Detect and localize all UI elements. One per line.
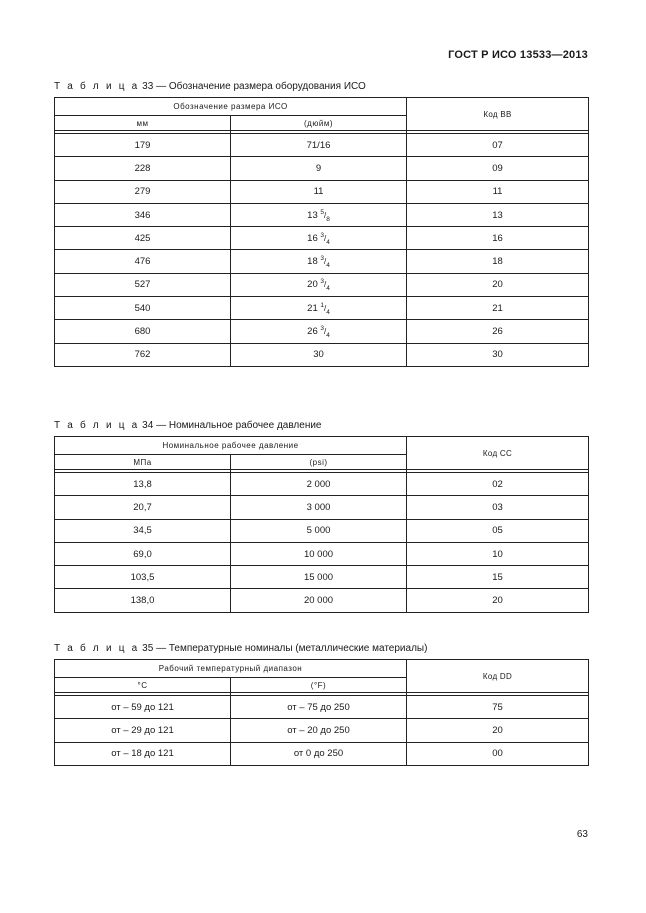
cell-mm: 527 bbox=[55, 273, 231, 296]
table-row bbox=[55, 273, 589, 296]
inch-whole: 26 bbox=[307, 326, 321, 338]
cell-code: 11 bbox=[407, 180, 589, 203]
cell-mpa: 20,7 bbox=[55, 496, 231, 519]
table-row bbox=[55, 566, 589, 589]
cell-mpa: 103,5 bbox=[55, 566, 231, 589]
cell-mpa: 69,0 bbox=[55, 542, 231, 565]
table-33 bbox=[54, 97, 589, 367]
cell-inch: 21 $^1/_4$ bbox=[231, 297, 407, 320]
table-33-caption bbox=[54, 81, 366, 92]
code-header: Код ВВ bbox=[407, 98, 589, 131]
inch-whole: 30 bbox=[313, 349, 324, 361]
cell-code: 18 bbox=[407, 250, 589, 273]
table-row bbox=[55, 696, 589, 719]
inch-whole: 71/16 bbox=[306, 139, 331, 151]
table-row bbox=[55, 542, 589, 565]
fraction-denominator: 4 bbox=[326, 285, 330, 293]
inch-whole: 20 bbox=[307, 279, 321, 291]
cell-code: 20 bbox=[407, 589, 589, 612]
cell-mm: 762 bbox=[55, 343, 231, 366]
code-header: Код DD bbox=[407, 660, 589, 693]
cell-mpa: 34,5 bbox=[55, 519, 231, 542]
cell-code: 09 bbox=[407, 157, 589, 180]
cell-code: 02 bbox=[407, 473, 589, 496]
fraction-numerator: 1 bbox=[320, 301, 324, 309]
cell-mm: 228 bbox=[55, 157, 231, 180]
col-header-mm: мм bbox=[55, 116, 231, 131]
group-header: Номинальное рабочее давление bbox=[55, 437, 407, 455]
cell-inch: 20 $^3/_4$ bbox=[231, 273, 407, 296]
table-caption-prefix: Т а б л и ц а bbox=[54, 81, 140, 92]
table-34-caption bbox=[54, 420, 322, 431]
cell-psi: 20 000 bbox=[231, 589, 407, 612]
table-row bbox=[55, 320, 589, 343]
cell-psi: 3 000 bbox=[231, 496, 407, 519]
table-35 bbox=[54, 659, 589, 766]
table-35-caption bbox=[54, 643, 427, 654]
cell-inch bbox=[231, 343, 407, 366]
cell-mpa: 138,0 bbox=[55, 589, 231, 612]
cell-celsius: от – 29 до 121 bbox=[55, 719, 231, 742]
table-row bbox=[55, 343, 589, 366]
inch-whole: 9 bbox=[315, 162, 322, 174]
cell-mm: 425 bbox=[55, 227, 231, 250]
table-caption-prefix: Т а б л и ц а bbox=[54, 643, 140, 654]
cell-code: 20 bbox=[407, 719, 589, 742]
table-caption-text: 33 — Обозначение размера оборудования ИСО bbox=[139, 81, 366, 92]
cell-celsius: от – 18 до 121 bbox=[55, 742, 231, 765]
fraction-numerator: 3 bbox=[320, 278, 324, 286]
table-row bbox=[55, 180, 589, 203]
col-header-fahrenheit: (°F) bbox=[231, 678, 407, 693]
cell-fahrenheit: от – 20 до 250 bbox=[231, 719, 407, 742]
table-row bbox=[55, 157, 589, 180]
cell-psi: 2 000 bbox=[231, 473, 407, 496]
table-row bbox=[55, 519, 589, 542]
inch-whole: 21 bbox=[307, 302, 321, 314]
cell-code: 07 bbox=[407, 134, 589, 157]
fraction-denominator: 4 bbox=[326, 262, 330, 270]
fraction-denominator: 4 bbox=[326, 331, 330, 339]
group-header: Обозначение размера ИСО bbox=[55, 98, 407, 116]
col-header-psi: (psi) bbox=[231, 455, 407, 470]
table-row bbox=[55, 134, 589, 157]
table-row bbox=[55, 297, 589, 320]
fraction-numerator: 5 bbox=[320, 208, 324, 216]
table-34 bbox=[54, 436, 589, 613]
fraction-denominator: 4 bbox=[326, 238, 330, 246]
cell-psi: 15 000 bbox=[231, 566, 407, 589]
cell-code: 15 bbox=[407, 566, 589, 589]
cell-inch: 18 $^3/_4$ bbox=[231, 250, 407, 273]
cell-fahrenheit: от – 75 до 250 bbox=[231, 696, 407, 719]
inch-whole: 18 bbox=[307, 256, 321, 268]
table-row bbox=[55, 496, 589, 519]
cell-celsius: от – 59 до 121 bbox=[55, 696, 231, 719]
cell-mm: 179 bbox=[55, 134, 231, 157]
cell-code: 30 bbox=[407, 343, 589, 366]
cell-inch: 26 $^3/_4$ bbox=[231, 320, 407, 343]
code-header: Код СС bbox=[407, 437, 589, 470]
fraction-numerator: 3 bbox=[320, 324, 324, 332]
cell-code: 21 bbox=[407, 297, 589, 320]
document-header: ГОСТ Р ИСО 13533—2013 bbox=[448, 49, 588, 61]
cell-mm: 476 bbox=[55, 250, 231, 273]
cell-code: 10 bbox=[407, 542, 589, 565]
fraction-numerator: 3 bbox=[320, 254, 324, 262]
cell-code: 16 bbox=[407, 227, 589, 250]
cell-code: 13 bbox=[407, 203, 589, 226]
table-row bbox=[55, 742, 589, 765]
group-header: Рабочий температурный диапазон bbox=[55, 660, 407, 678]
cell-mm: 346 bbox=[55, 203, 231, 226]
cell-code: 26 bbox=[407, 320, 589, 343]
cell-mm: 540 bbox=[55, 297, 231, 320]
table-caption-prefix: Т а б л и ц а bbox=[54, 420, 140, 431]
col-header-mpa: МПа bbox=[55, 455, 231, 470]
cell-inch: 13 $^5/_8$ bbox=[231, 203, 407, 226]
page-number: 63 bbox=[576, 829, 588, 840]
fraction-denominator: 4 bbox=[326, 308, 330, 316]
cell-code: 05 bbox=[407, 519, 589, 542]
col-header-celsius: °С bbox=[55, 678, 231, 693]
cell-inch bbox=[231, 180, 407, 203]
table-row bbox=[55, 589, 589, 612]
cell-inch bbox=[231, 134, 407, 157]
col-header-inch: (дюйм) bbox=[231, 116, 407, 131]
cell-inch bbox=[231, 157, 407, 180]
cell-fahrenheit: от 0 до 250 bbox=[231, 742, 407, 765]
table-row bbox=[55, 719, 589, 742]
cell-mm: 680 bbox=[55, 320, 231, 343]
table-caption-text: 34 — Номинальное рабочее давление bbox=[139, 420, 322, 431]
inch-whole: 16 bbox=[307, 232, 321, 244]
inch-whole: 11 bbox=[313, 186, 324, 198]
cell-psi: 10 000 bbox=[231, 542, 407, 565]
cell-psi: 5 000 bbox=[231, 519, 407, 542]
table-row bbox=[55, 227, 589, 250]
cell-inch: 16 $^3/_4$ bbox=[231, 227, 407, 250]
fraction-numerator: 3 bbox=[320, 231, 324, 239]
table-row bbox=[55, 250, 589, 273]
cell-code: 00 bbox=[407, 742, 589, 765]
fraction-denominator: 8 bbox=[326, 215, 330, 223]
cell-code: 75 bbox=[407, 696, 589, 719]
cell-code: 03 bbox=[407, 496, 589, 519]
cell-mm: 279 bbox=[55, 180, 231, 203]
table-row bbox=[55, 203, 589, 226]
cell-mpa: 13,8 bbox=[55, 473, 231, 496]
cell-code: 20 bbox=[407, 273, 589, 296]
table-row bbox=[55, 473, 589, 496]
inch-whole: 13 bbox=[307, 209, 321, 221]
table-caption-text: 35 — Температурные номиналы (металлические материалы) bbox=[139, 643, 428, 654]
